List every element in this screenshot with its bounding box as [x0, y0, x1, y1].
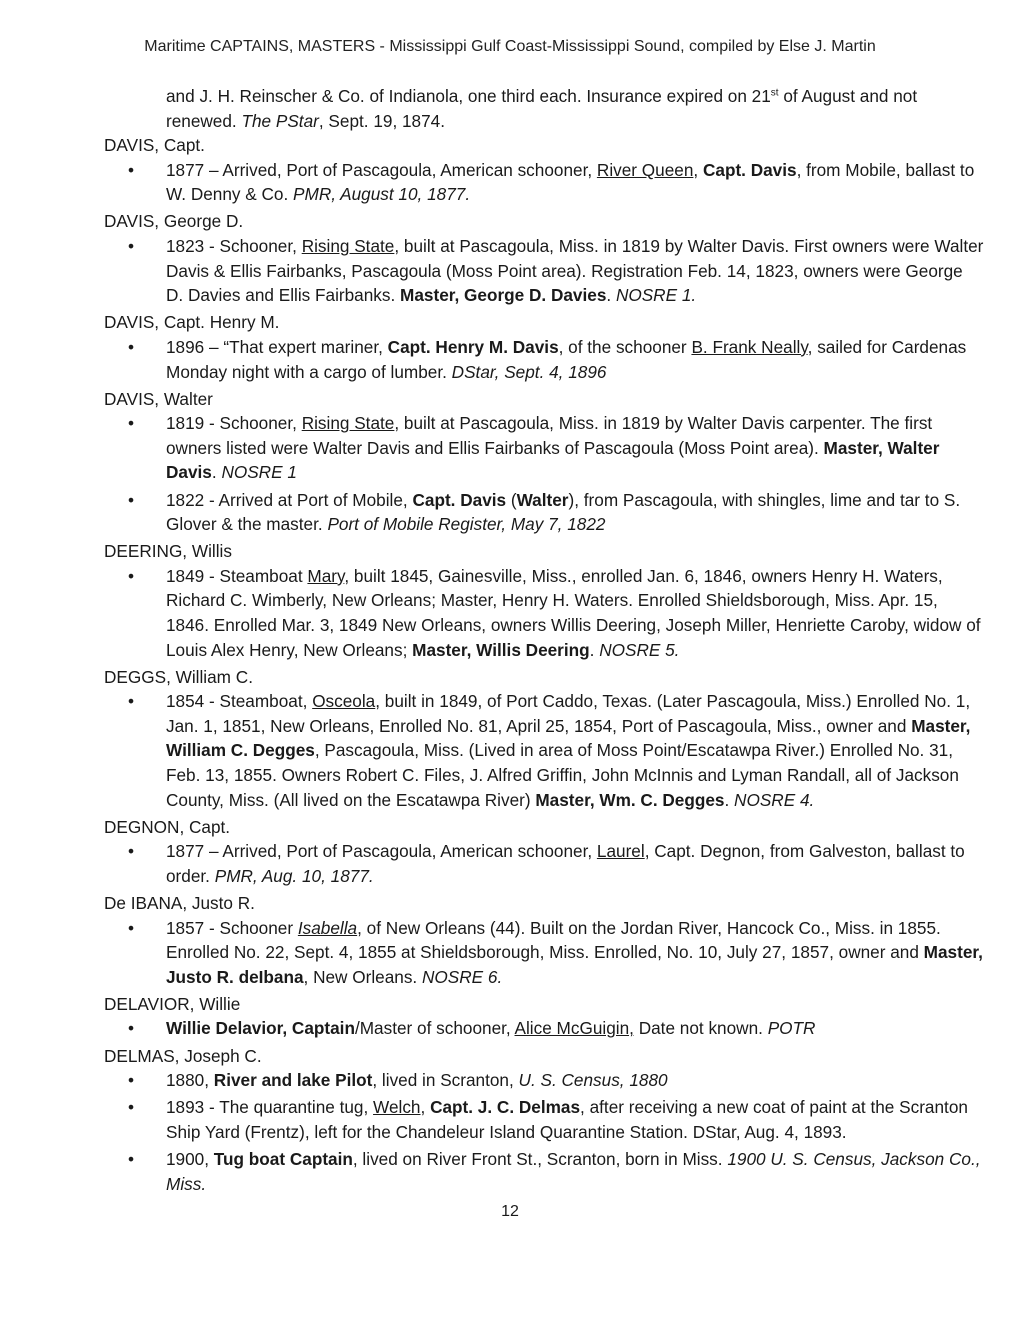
- source-citation: PMR, Aug. 10, 1877.: [214, 865, 374, 886]
- source-citation: U. S. Census, 1880: [518, 1070, 668, 1091]
- vessel-name: Isabella: [297, 917, 358, 938]
- vessel-name: Rising State: [301, 413, 395, 434]
- entry-records: [104, 234, 984, 308]
- entry-records: [104, 689, 984, 812]
- entry-name: DAVIS, George D.: [104, 211, 244, 232]
- record-text: 1849 - Steamboat: [166, 565, 308, 586]
- vessel-name: Alice McGuigin,: [514, 1018, 634, 1039]
- record-text: 1893 - The quarantine tug,: [166, 1097, 374, 1118]
- record-text: 1877 – Arrived, Port of Pascagoula, American schooner,: [166, 841, 597, 862]
- master-name: Walter: [516, 489, 569, 510]
- record-item: [104, 916, 984, 990]
- entries-list: [104, 133, 984, 1196]
- record-item: [104, 1147, 984, 1196]
- record-text: , built 1845, Gainesville, Miss., enrolled Jan. 6, 1846, owners Henry H. Waters, Richard C. Wimberly, New Orleans; Master, Henry H. Waters. Enrolled Shieldsborough, Miss. Apr. 15, 1846. Enrolled Mar. 3, 1849 New Orleans, owners Willis Deering, Joseph Miller, Henriette Caroby, widow of Louis Alex Henry, New Orleans;: [166, 565, 981, 660]
- record-text: .: [724, 789, 735, 810]
- source-citation: The PStar: [241, 110, 319, 131]
- record-text: 1880,: [166, 1070, 214, 1091]
- record-item: [104, 564, 984, 662]
- source-citation: DStar, Sept. 4, 1896: [451, 361, 607, 382]
- record-text: 1823 - Schooner,: [166, 236, 302, 257]
- record-text: 1896 – “That expert mariner,: [166, 336, 388, 357]
- record-item: [104, 1068, 984, 1093]
- source-citation: Port of Mobile Register, May 7, 1822: [327, 514, 606, 535]
- document-body: [104, 84, 984, 1199]
- record-text: , Capt. Degnon, from Galveston, ballast to order.: [166, 841, 965, 886]
- master-name: Willie Delavior, Captain: [166, 1018, 355, 1039]
- record-text: 1819 - Schooner,: [166, 413, 302, 434]
- entry-records: [104, 1016, 984, 1041]
- source-citation: 1900 U. S. Census, Jackson Co., Miss.: [166, 1148, 981, 1194]
- record-text: 1900,: [166, 1148, 214, 1169]
- record-item: [104, 411, 984, 485]
- record-text: .: [211, 462, 222, 483]
- entry-records: [104, 1068, 984, 1196]
- record-item: [104, 488, 984, 537]
- entry-records: [104, 411, 984, 536]
- record-text: 1854 - Steamboat,: [166, 691, 313, 712]
- master-name: Capt. Henry M. Davis: [387, 336, 559, 357]
- entry-records: [104, 158, 984, 207]
- record-item: [104, 839, 984, 888]
- source-citation: NOSRE 1: [221, 462, 297, 483]
- continuation-paragraph: [104, 84, 984, 133]
- entry-name: DELMAS, Joseph C.: [104, 1045, 262, 1066]
- entry-name: DAVIS, Capt. Henry M.: [104, 312, 280, 333]
- record-text: , after receiving a new coat of paint at the Scranton Ship Yard (Frentz), left for the Chandeleur Island Quarantine Station. DStar, Aug. 4, 1893.: [166, 1097, 968, 1142]
- entry-records: [104, 839, 984, 888]
- vessel-name: River Queen: [596, 159, 694, 180]
- vessel-name: Laurel: [596, 841, 645, 862]
- master-name: Master, Wm. C. Degges: [535, 789, 725, 810]
- source-citation: NOSRE 1.: [615, 285, 697, 306]
- record-text: ), from Pascagoula, with shingles, lime and tar to S. Glover & the master.: [166, 489, 961, 535]
- record-item: [104, 234, 984, 308]
- vessel-name: Rising State: [301, 236, 395, 257]
- record-text: Date not known.: [633, 1018, 768, 1039]
- entry-name: DAVIS, Capt.: [104, 135, 205, 156]
- master-name: Capt. Davis: [412, 489, 507, 510]
- record-text: , built at Pascagoula, Miss. in 1819 by Walter Davis. First owners were Walter Davis & Ellis Fairbanks, Pascagoula (Moss Point area). Registration Feb. 14, 1823, owners were George D. Davies and Ellis Fairbanks.: [166, 236, 984, 306]
- record-text: , lived in Scranton,: [372, 1070, 519, 1091]
- master-name: Capt. J. C. Delmas: [430, 1097, 581, 1118]
- record-item: [104, 335, 984, 384]
- master-name: Tug boat Captain: [213, 1148, 353, 1169]
- record-text: , Pascagoula, Miss. (Lived in area of Moss Point/Escatawpa River.) Enrolled No. 31, Feb. 13, 1855. Owners Robert C. Files, J. Alfred Griffin, John McInnis and Lyman Randall, all of Jackson County, Miss. (All lived on the Escatawpa River): [166, 740, 959, 810]
- record-text: ,: [693, 159, 703, 180]
- entry-records: [104, 335, 984, 384]
- record-item: [104, 1095, 984, 1144]
- record-text: 1822 - Arrived at Port of Mobile,: [166, 489, 413, 510]
- record-text: .: [606, 285, 616, 306]
- entry-name: De IBANA, Justo R.: [104, 893, 255, 913]
- vessel-name: Mary: [307, 565, 345, 586]
- record-text: , lived on River Front St., Scranton, born in Miss.: [352, 1148, 728, 1169]
- record-text: , of New Orleans (44). Built on the Jordan River, Hancock Co., Miss. in 1855. Enrolled No. 22, Sept. 4, 1855 at Shieldsborough, Miss. Enrolled, No. 10, July 27, 1857, owner and: [166, 917, 941, 963]
- record-text: , built in 1849, of Port Caddo, Texas. (Later Pascagoula, Miss.) Enrolled No. 1, Jan. 1, 1851, New Orleans, Enrolled No. 81, April 25, 1854, Port of Pascagoula, Miss., owner and: [166, 691, 971, 736]
- record-text: 1877 – Arrived, Port of Pascagoula, American schooner,: [166, 159, 597, 180]
- entry-records: [104, 564, 984, 662]
- record-item: [104, 689, 984, 812]
- record-text: , from Mobile, ballast to W. Denny & Co.: [166, 159, 975, 205]
- record-item: [104, 1016, 984, 1041]
- vessel-name: Osceola: [312, 691, 376, 712]
- master-name: River and lake Pilot: [213, 1070, 373, 1091]
- entry-name: DEERING, Willis: [104, 541, 232, 562]
- entry-name: DELAVIOR, Willie: [104, 993, 241, 1014]
- source-citation: NOSRE 6.: [421, 966, 503, 987]
- vessel-name: Welch: [373, 1097, 421, 1118]
- master-name: Master, William C. Degges: [166, 715, 971, 761]
- record-text: , of the schooner: [558, 336, 692, 357]
- continuation-text: and J. H. Reinscher & Co. of Indianola, one third each. Insurance expired on 21: [166, 86, 771, 106]
- continuation-text: , Sept. 19, 1874.: [318, 110, 446, 131]
- master-name: Master, Walter Davis: [166, 437, 940, 483]
- source-citation: NOSRE 4.: [734, 789, 815, 810]
- master-name: Master, Willis Deering: [412, 639, 590, 660]
- record-text: , built at Pascagoula, Miss. in 1819 by Walter Davis carpenter. The first owners listed were Walter Davis and Ellis Fairbanks of Pascagoula (Moss Point area).: [166, 413, 933, 458]
- entry-name: DAVIS, Walter: [104, 388, 213, 409]
- master-name: Capt. Davis: [702, 159, 797, 180]
- source-citation: PMR, August 10, 1877.: [293, 184, 471, 205]
- entry-name: DEGNON, Capt.: [104, 816, 231, 837]
- record-text: ,: [420, 1097, 431, 1118]
- ordinal-suffix: st: [770, 87, 779, 99]
- entry-name: DEGGS, William C.: [104, 666, 253, 687]
- master-name: Master, Justo R. deIbana: [166, 942, 983, 987]
- vessel-name: B. Frank Neally: [691, 336, 808, 357]
- source-citation: NOSRE 5.: [599, 639, 680, 660]
- entry-records: [104, 916, 984, 990]
- continuation-text: of August and not renewed.: [166, 86, 918, 131]
- source-citation: POTR: [767, 1018, 816, 1039]
- page-number: 12: [501, 1203, 519, 1220]
- record-text: /Master of schooner,: [354, 1018, 515, 1039]
- record-text: , New Orleans.: [303, 966, 422, 987]
- record-text: , sailed for Cardenas Monday night with a cargo of lumber.: [166, 336, 967, 382]
- record-item: [104, 158, 984, 207]
- page-header: Maritime CAPTAINS, MASTERS - Mississippi Gulf Coast-Mississippi Sound, compiled by Else J. Martin: [144, 38, 876, 55]
- record-text: 1857 - Schooner: [166, 917, 298, 938]
- record-text: .: [589, 639, 600, 660]
- record-text: (: [506, 489, 517, 510]
- master-name: Master, George D. Davies: [400, 285, 607, 306]
